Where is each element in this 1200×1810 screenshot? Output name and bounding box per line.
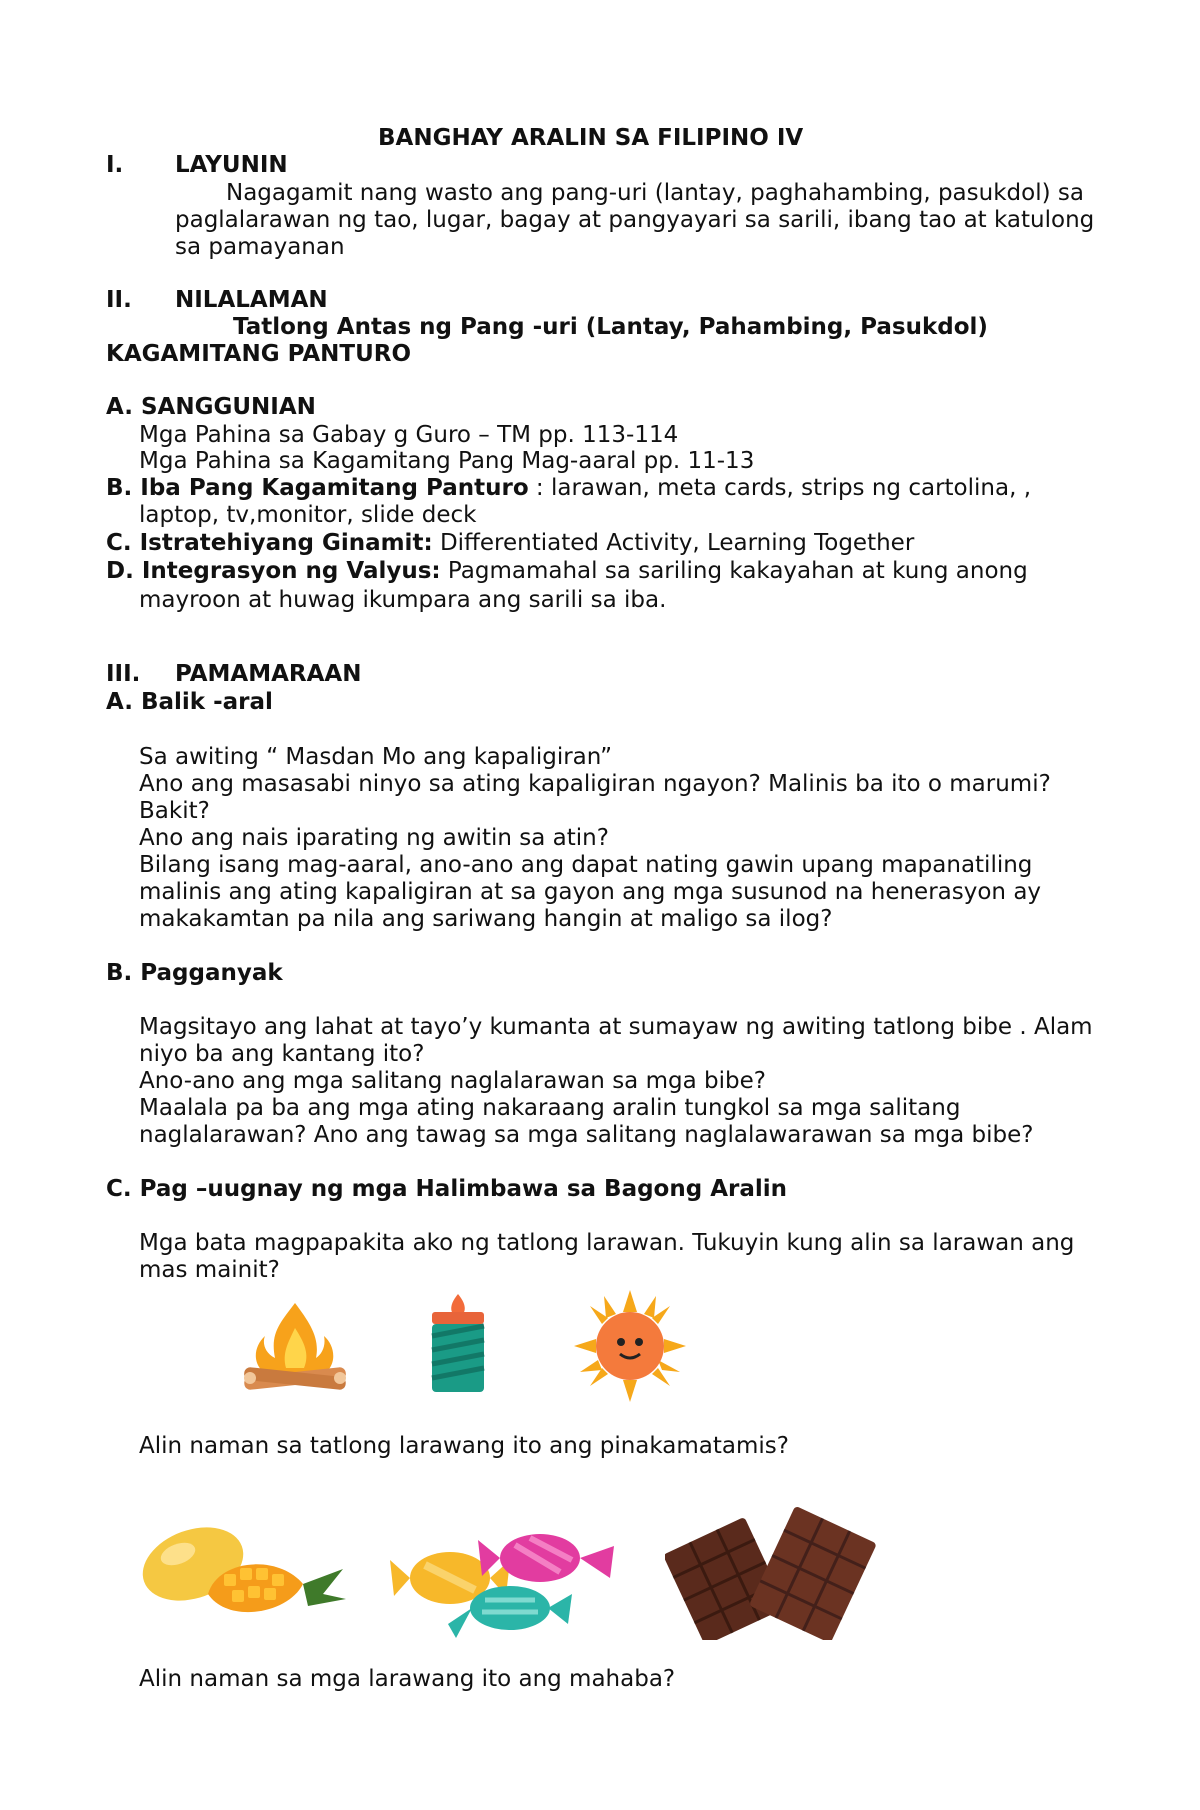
strategy-text: Differentiated Activity, Learning Together	[432, 530, 915, 556]
pag-uugnay-heading: C. Pag –uugnay ng mga Halimbawa sa Bagong Aralin	[106, 1176, 788, 1202]
pagganyak-heading: B. Pagganyak	[106, 960, 283, 986]
reference-line: Mga Pahina sa Gabay g Guro – TM pp. 113-114	[139, 422, 679, 448]
pagganyak-line: niyo ba ang kantang ito?	[139, 1041, 425, 1067]
objective-line: Nagagamit nang wasto ang pang-uri (lantay, paghahambing, pasukdol) sa	[226, 180, 1084, 206]
balik-aral-line: Bakit?	[139, 798, 210, 824]
balik-aral-line: Bilang isang mag-aaral, ano-ano ang dapat nating gawin upang mapanatiling	[139, 852, 1033, 878]
balik-aral-line: Ano ang masasabi ninyo sa ating kapaligiran ngayon? Malinis ba ito o marumi?	[139, 771, 1051, 797]
materials-heading: KAGAMITANG PANTURO	[106, 341, 412, 367]
balik-aral-line: malinis ang ating kapaligiran at sa gayon ang mga susunod na henerasyon ay	[139, 879, 1042, 905]
balik-aral-line: makakamtan pa nila ang sariwang hangin at maligo sa ilog?	[139, 906, 833, 932]
reference-line: Mga Pahina sa Kagamitang Pang Mag-aaral pp. 11-13	[139, 448, 755, 474]
question-line: Alin naman sa mga larawang ito ang mahaba?	[139, 1666, 676, 1692]
mango-icon	[138, 1514, 348, 1626]
campfire-icon	[240, 1298, 350, 1390]
section-2-heading: NILALAMAN	[175, 287, 328, 313]
section-3-number: III.	[106, 661, 141, 687]
other-materials-label: B. Iba Pang Kagamitang Panturo	[106, 475, 529, 501]
sanggunian-label: A. SANGGUNIAN	[106, 394, 316, 420]
section-2-number: II.	[106, 287, 132, 313]
strategy-label: C. Istratehiyang Ginamit:	[106, 530, 433, 556]
candy-icon	[390, 1520, 620, 1644]
values-line	[106, 557, 1028, 585]
other-materials-line	[106, 474, 1031, 502]
candle-icon	[428, 1294, 488, 1394]
pagganyak-line: Magsitayo ang lahat at tayo’y kumanta at sumayaw ng awiting tatlong bibe . Alam	[139, 1014, 1093, 1040]
question-line: Alin naman sa tatlong larawang ito ang pinakamatamis?	[139, 1433, 789, 1459]
balik-aral-line: Sa awiting “ Masdan Mo ang kapaligiran”	[139, 744, 612, 770]
section-1-number: I.	[106, 152, 124, 178]
question-line: mas mainit?	[139, 1257, 280, 1283]
strategy-line	[106, 529, 914, 557]
values-label: D. Integrasyon ng Valyus:	[106, 558, 441, 584]
section-3-heading: PAMAMARAAN	[175, 661, 362, 687]
balik-aral-line: Ano ang nais iparating ng awitin sa atin?	[139, 825, 609, 851]
section-1-heading: LAYUNIN	[175, 152, 288, 178]
other-materials-text: : larawan, meta cards, strips ng cartolina, ,	[528, 475, 1032, 501]
values-text: Pagmamahal sa sariling kakayahan at kung anong	[440, 558, 1028, 584]
sun-icon	[574, 1290, 686, 1402]
question-line: Mga bata magpapakita ako ng tatlong larawan. Tukuyin kung alin sa larawan ang	[139, 1230, 1075, 1256]
lesson-topic: Tatlong Antas ng Pang -uri (Lantay, Pahambing, Pasukdol)	[233, 314, 988, 340]
balik-aral-heading: A. Balik -aral	[106, 689, 273, 715]
values-line-2: mayroon at huwag ikumpara ang sarili sa iba.	[139, 587, 667, 613]
document-title: BANGHAY ARALIN SA FILIPINO IV	[378, 125, 804, 151]
pagganyak-line: naglalarawan? Ano ang tawag sa mga salitang naglalawarawan sa mga bibe?	[139, 1122, 1034, 1148]
chocolate-icon	[665, 1500, 880, 1640]
objective-line: sa pamayanan	[175, 234, 345, 260]
objective-line: paglalarawan ng tao, lugar, bagay at pangyayari sa sarili, ibang tao at katulong	[175, 207, 1095, 233]
pagganyak-line: Ano-ano ang mga salitang naglalarawan sa mga bibe?	[139, 1068, 766, 1094]
pagganyak-line: Maalala pa ba ang mga ating nakaraang aralin tungkol sa mga salitang	[139, 1095, 961, 1121]
other-materials-line-2: laptop, tv,monitor, slide deck	[139, 502, 477, 528]
